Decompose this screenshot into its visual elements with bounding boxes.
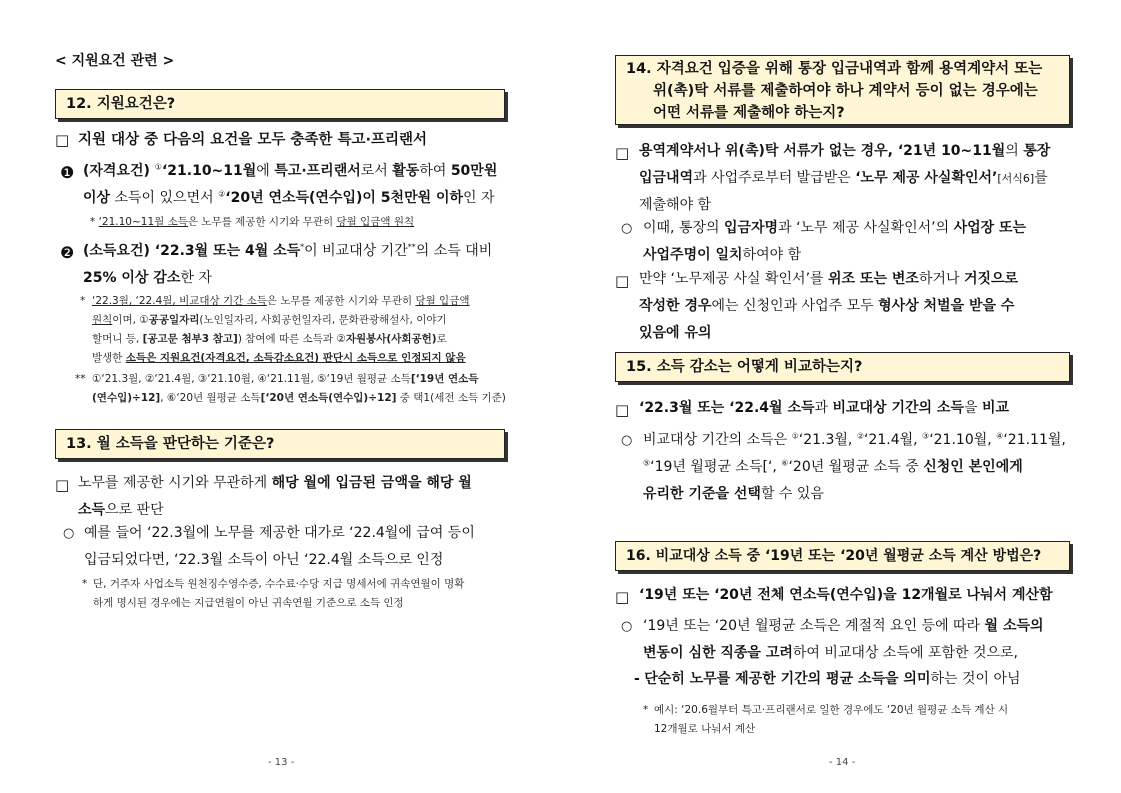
bold-text: ‘22.3월 또는 ‘22.4월 소득 [639, 400, 815, 416]
q13-para-2 [84, 520, 514, 574]
text: 의 [1005, 143, 1024, 159]
text: 할 수 있음 [760, 486, 824, 502]
bold-text: 있음에 유의 [639, 325, 712, 341]
note-bold: [‘20년 연소득(연수입)÷12] [260, 392, 397, 404]
square-bullet: □ [55, 131, 70, 149]
bold-text: 형사상 처벌을 받을 수 [878, 298, 1015, 314]
circled-num: ③ [922, 431, 930, 441]
circled-num: ① [791, 431, 799, 441]
text: ‘21.10월, [929, 432, 997, 448]
bold-text: 해당 월에 입금된 금액을 해당 월 [271, 475, 472, 491]
note-text: ) 참여에 따른 소득과 ② [237, 333, 346, 345]
q12-item-1-amount: 50만원 [450, 163, 498, 179]
text: 하여 비교대상 소득에 포함한 것으로, [792, 645, 1018, 661]
sup-star: * [300, 242, 305, 252]
q12-item-2-period: ‘22.3월 또는 4월 소득 [154, 243, 301, 259]
text: 에는 신청인과 사업주 모두 [711, 298, 879, 314]
q12-item-2-text: 이 비교대상 기간 [304, 243, 408, 259]
q14-para-1 [639, 138, 1079, 219]
note-text: 하게 명시된 경우에는 지급연월이 아닌 귀속연월 기준으로 소득 인정 [93, 597, 404, 609]
square-bullet: □ [55, 476, 70, 494]
text: 제출해야 함 [639, 197, 712, 213]
q12-item-1-text: 하여 [419, 163, 451, 179]
page-14 [561, 0, 1121, 793]
q12-item-2-decrease: 25% 이상 감소 [83, 270, 181, 286]
note-text: 이며, ① [112, 314, 149, 326]
note-text: 중 택1(세전 소득 기준) [396, 392, 506, 404]
question-16-title: 16. 비교대상 소득 중 ‘19년 또는 ‘20년 월평균 소득 계산 방법은? [626, 548, 1042, 564]
circle-bullet: ○ [621, 221, 633, 236]
page-13 [0, 0, 560, 793]
note-bold-underline: 소득은 지원요건(자격요건, 소득감소요건) 판단시 소득으로 인정되지 않음 [125, 352, 466, 364]
bold-text: 월 소득의 [984, 618, 1044, 634]
question-13-box [55, 429, 505, 459]
text: 노무를 제공한 시기와 무관하게 [78, 475, 272, 491]
bold-text: 거짓으로 [963, 271, 1019, 287]
q12-item-2 [83, 238, 513, 292]
dash-marker: - [634, 671, 640, 687]
note-star: * [90, 216, 96, 228]
section-header: < 지원요건 관련 > [55, 53, 175, 69]
note-bold: [‘19년 연소득 [410, 373, 479, 385]
note-star: * [80, 295, 86, 307]
q12-item-1-freelancer: 특고·프리랜서 [274, 163, 361, 179]
text: 하거나 [918, 271, 964, 287]
note-star: * [82, 578, 88, 590]
note-underline: ‘22.3월, ‘22.4월, 비교대상 기간 소득 [92, 295, 267, 307]
q12-item-1-period: ‘21.10~11월 [161, 163, 257, 179]
q12-intro: 지원 대상 중 다음의 요건을 모두 충족한 특고·프리랜서 [78, 132, 427, 148]
text: 예를 들어 ‘22.3월에 노무를 제공한 대가로 ‘22.4월에 급여 등이 [84, 525, 475, 541]
note-text: 예시: ‘20.6월부터 특고·프리랜서로 일한 경우에도 ‘20년 월평균 소득 계산 시 [654, 704, 1009, 716]
q12-note-1 [90, 213, 510, 232]
question-14-box [615, 55, 1070, 125]
bold-text: 사업장 또는 [953, 220, 1027, 236]
question-15-box [615, 352, 1070, 382]
note-bold: [공고문 첨부3 참고] [142, 333, 238, 345]
text: ‘19년 또는 ‘20년 월평균 소득은 계절적 요인 등에 따라 [643, 618, 985, 634]
text: 으로 판단 [105, 502, 164, 518]
note-bold: 공공일자리 [148, 314, 200, 326]
circled-1: ① [154, 162, 162, 172]
q12-item-1-text: 인 자 [463, 190, 495, 206]
circle-bullet: ○ [621, 619, 633, 634]
square-bullet: □ [615, 272, 630, 290]
q12-item-1-text: 소득이 있으면서 [110, 190, 219, 206]
q12-item-1-above: 이상 [83, 190, 111, 206]
bold-text: 변동이 심한 직종을 고려 [643, 645, 793, 661]
text: ‘20년 월평균 소득 중 [788, 459, 924, 475]
square-bullet: □ [615, 144, 630, 162]
question-13-title: 13. 월 소득을 판단하는 기준은? [66, 436, 275, 452]
note-star: * [643, 704, 649, 716]
question-14-title-line: 어떤 서류를 제출해야 하는지? [653, 105, 845, 121]
note-text: (노인일자리, 사회공헌일자리, 문화관광해설사, 이야기 [199, 314, 447, 326]
bold-text: 용역계약서나 위(촉)탁 서류가 없는 경우, ‘21년 10~11월 [639, 143, 1006, 159]
q16-note [654, 701, 1079, 739]
bold-text: 입금자명 [723, 220, 779, 236]
square-bullet: □ [615, 401, 630, 419]
bold-text: ‘노무 제공 사실확인서’ [855, 170, 998, 186]
note-underline: ‘21.10~11월 소득 [98, 216, 188, 228]
text: ‘21.11월, [1003, 432, 1066, 448]
circle-bullet: ○ [621, 433, 633, 448]
note-text: , ⑥‘20년 월평균 소득 [160, 392, 261, 404]
number-2-marker: ❷ [60, 243, 75, 262]
text: 비교대상 기간의 소득은 [643, 432, 792, 448]
text: 과 [814, 400, 833, 416]
note-underline: 원칙 [92, 314, 113, 326]
note-text: ①‘21.3월, ②‘21.4월, ③‘21.10월, ④‘21.11월, ⑤‘19년 월평균 소득 [92, 373, 411, 385]
text: 입금되었다면, ‘22.3월 소득이 아닌 ‘22.4월 소득으로 인정 [84, 552, 444, 568]
sup-star: ** [407, 242, 416, 252]
text: 만약 ‘노무제공 사실 확인서’를 [639, 271, 828, 287]
q16-para-2 [643, 613, 1083, 667]
bold-text: 소득 [78, 502, 106, 518]
note-underline: 당월 입금액 [415, 295, 470, 307]
q16-para-3 [634, 666, 1084, 693]
note-bold: 자원봉사(사회공헌) [345, 333, 437, 345]
text: 이때, 통장의 [643, 220, 724, 236]
q12-item-1 [83, 158, 513, 212]
question-12-title: 12. 지원요건은? [66, 96, 176, 112]
q12-item-2-lead: (소득요건) [83, 243, 155, 259]
q12-note-3 [92, 370, 512, 408]
bold-text: 입금내역 [639, 170, 694, 186]
q15-para-1 [639, 395, 1079, 422]
q13-note [93, 575, 513, 613]
note-underline: 당월 입금액 원칙 [336, 216, 415, 228]
note-text: 단, 거주자 사업소득 원천징수영수증, 수수료·수당 지급 명세서에 귀속연월이 명확 [93, 578, 465, 590]
q13-para-1 [78, 470, 513, 524]
bold-text: 사업주명이 일치 [643, 247, 743, 263]
q12-item-1-lead: (자격요건) [83, 163, 155, 179]
question-16-box [615, 541, 1070, 571]
text: ‘19년 월평균 소득[‘, [650, 459, 782, 475]
number-1-marker: ❶ [60, 163, 75, 182]
note-bold: (연수입)÷12] [92, 392, 161, 404]
q12-item-2-text: 한 자 [180, 270, 212, 286]
note-text: 은 노무를 제공한 시기와 무관히 [266, 295, 416, 307]
q16-para-1: ‘19년 또는 ‘20년 전체 연소득(연수입)을 12개월로 나눠서 계산함 [639, 587, 1053, 603]
note-text: 로 [436, 333, 447, 345]
text: ‘21.3월, [798, 432, 857, 448]
form-ref: [서식6] [997, 172, 1035, 185]
question-14-title-line: 위(촉)탁 서류를 제출하여야 하나 계약서 등이 없는 경우에는 [653, 83, 1038, 99]
text: 을 [963, 400, 982, 416]
q12-item-1-activity: 활동 [392, 163, 420, 179]
text: 과 ‘노무 제공 사실확인서’의 [778, 220, 954, 236]
q14-para-3 [639, 266, 1079, 347]
bold-text: 비교 [981, 400, 1009, 416]
text: 과 사업주로부터 발급받은 [693, 170, 856, 186]
bold-text: 작성한 경우 [639, 298, 712, 314]
note-star: ** [75, 373, 86, 385]
bold-text: 위조 또는 변조 [828, 271, 919, 287]
q12-item-1-text: 로서 [360, 163, 393, 179]
circle-bullet: ○ [63, 526, 75, 541]
q12-item-1-annual: ‘20년 연소득(연수입)이 5천만원 이하 [225, 190, 464, 206]
q12-note-2 [92, 292, 512, 368]
q14-para-2 [643, 215, 1079, 269]
square-bullet: □ [615, 588, 630, 606]
bold-text: 유리한 기준을 선택 [643, 486, 761, 502]
q12-item-2-text: 의 소득 대비 [415, 243, 493, 259]
bold-text: 단순히 노무를 제공한 기간의 평균 소득을 의미 [644, 671, 931, 687]
bold-text: 신청인 본인에게 [923, 459, 1023, 475]
circled-num: ⑥ [781, 458, 789, 468]
text: 를 [1034, 170, 1048, 186]
text: ‘21.4월, [863, 432, 923, 448]
circled-num: ⑤ [643, 458, 651, 468]
circled-num: ② [856, 431, 864, 441]
text: 하여야 함 [742, 247, 802, 263]
text: 하는 것이 아님 [930, 671, 1021, 687]
q12-item-1-text: 에 [256, 163, 275, 179]
bold-text: 통장 [1023, 143, 1051, 159]
note-text: 할머니 등, [92, 333, 143, 345]
note-text: 발생한 [92, 352, 126, 364]
question-15-title: 15. 소득 감소는 어떻게 비교하는지? [626, 359, 863, 375]
q15-para-2 [643, 427, 1083, 508]
question-14-title-line: 14. 자격요건 입증을 위해 통장 입금내역과 함께 용역계약서 또는 [626, 61, 1043, 77]
circled-num: ④ [996, 431, 1004, 441]
question-12-box [55, 89, 505, 119]
circled-2: ② [218, 189, 226, 199]
page-number: - 14 - [829, 757, 856, 768]
note-text: 은 노무를 제공한 시기와 무관히 [187, 216, 337, 228]
page-number: - 13 - [268, 757, 295, 768]
note-text: 12개월로 나눠서 계산 [654, 723, 756, 735]
bold-text: 비교대상 기간의 소득 [832, 400, 964, 416]
